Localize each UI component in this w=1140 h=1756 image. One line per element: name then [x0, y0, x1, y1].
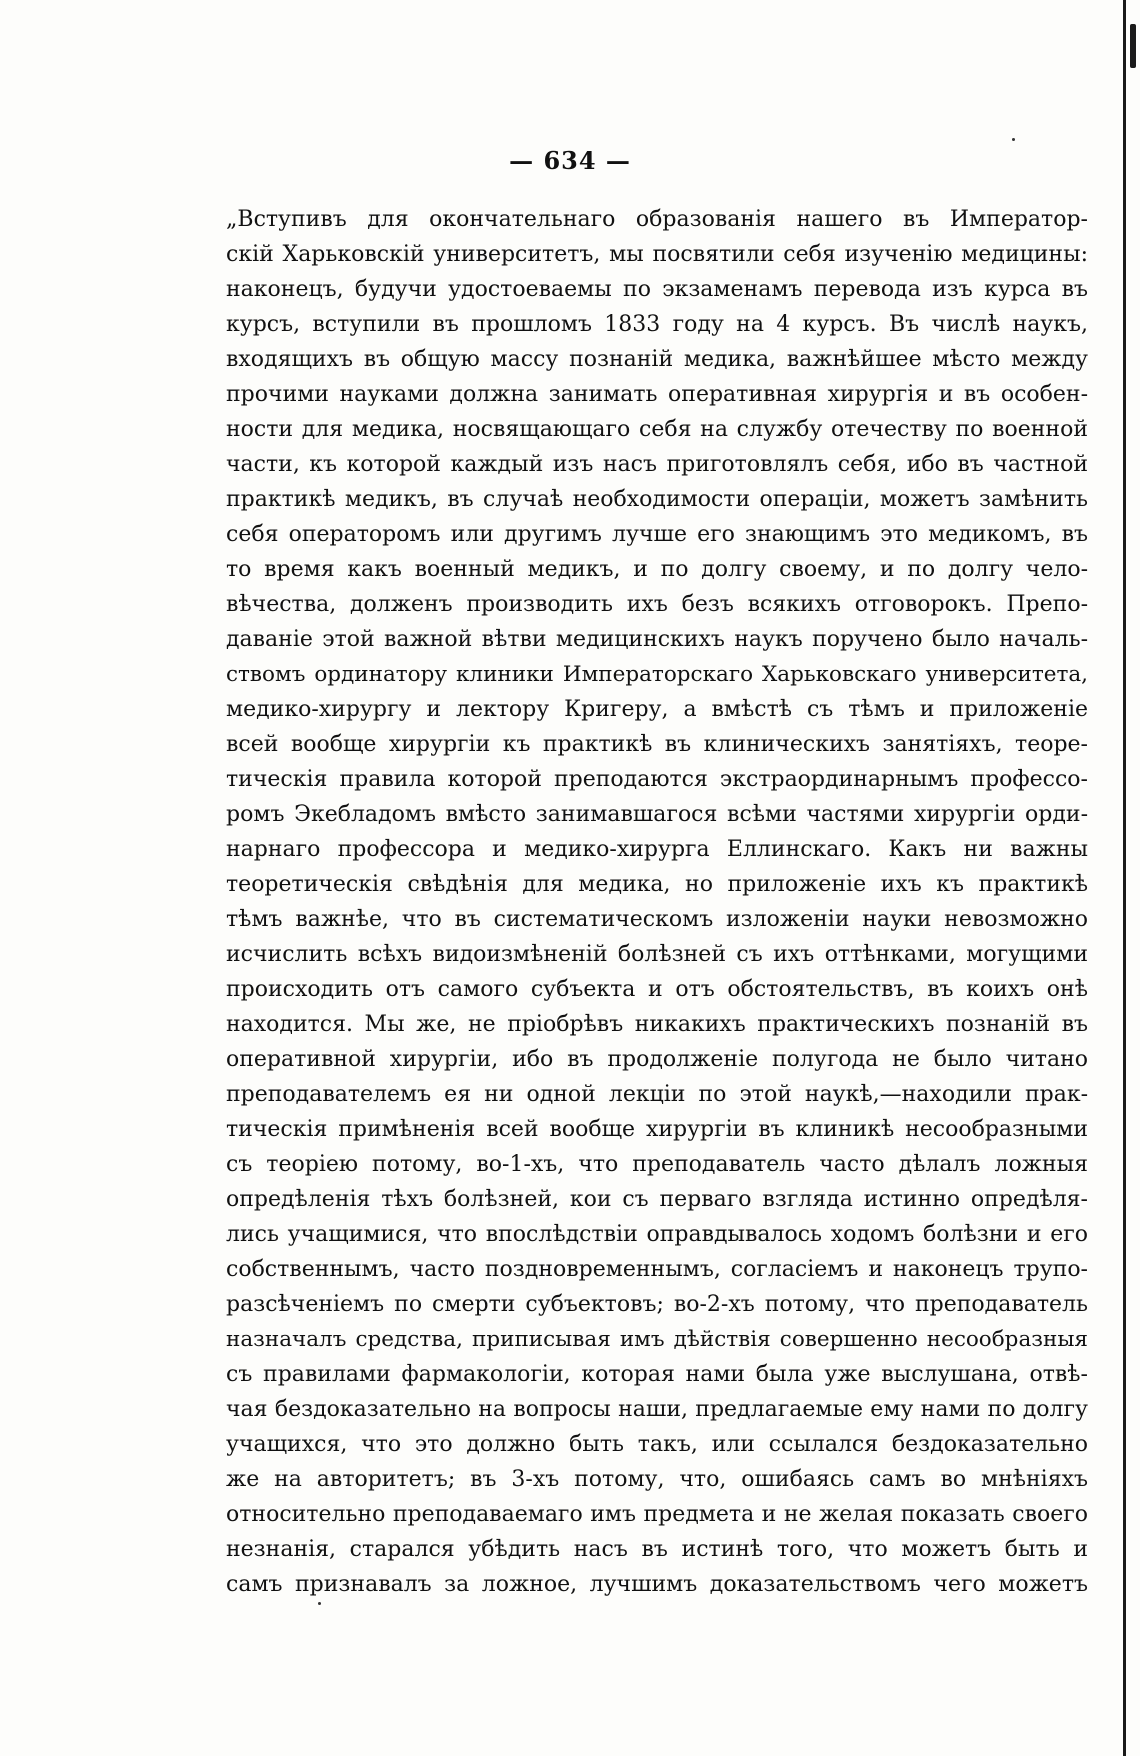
- text-line: тѣмъ важнѣе, что въ систематическомъ изложеніи науки невозможно: [226, 907, 1088, 932]
- text-line: „Вступивъ для окончательнаго образованія нашего въ Император-: [226, 207, 1088, 232]
- text-line: теоретическія свѣдѣнія для медика, но приложеніе ихъ къ практикѣ: [226, 872, 1088, 897]
- text-line: чая бездоказательно на вопросы наши, предлагаемые ему нами по долгу: [226, 1397, 1088, 1422]
- body-text: [226, 202, 1088, 1602]
- text-line: ромъ Экебладомъ вмѣсто занимавшагося всѣми частями хирургіи орди-: [226, 802, 1088, 827]
- text-line: назначалъ средства, приписывая имъ дѣйствія совершенно несообразныя: [226, 1327, 1088, 1352]
- page-edge-mark: [1130, 24, 1136, 68]
- text-line: нарнаго профессора и медико-хирурга Еллинскаго. Какъ ни важны: [226, 837, 1088, 862]
- text-line: лись учащимися, что впослѣдствіи оправдывалось ходомъ болѣзни и его: [226, 1222, 1088, 1247]
- text-line: всей вообще хирургіи къ практикѣ въ клиническихъ занятіяхъ, теоре-: [226, 732, 1088, 757]
- text-line: разсѣченіемъ по смерти субъектовъ; во-2-хъ потому, что преподаватель: [226, 1292, 1088, 1317]
- text-line: курсъ, вступили въ прошломъ 1833 году на 4 курсъ. Въ числѣ наукъ,: [226, 312, 1088, 337]
- page-number: — 634 —: [509, 146, 631, 175]
- text-line: тическія примѣненія всей вообще хирургіи въ клиникѣ несообразными: [226, 1117, 1088, 1142]
- text-line: вѣчества, долженъ производить ихъ безъ всякихъ отговорокъ. Препо-: [226, 592, 1088, 617]
- text-line: съ правилами фармакологіи, которая нами была уже выслушана, отвѣ-: [226, 1362, 1088, 1387]
- text-line: съ теоріею потому, во-1-хъ, что преподаватель часто дѣлалъ ложныя: [226, 1152, 1088, 1177]
- text-line: самъ признавалъ за ложное, лучшимъ доказательствомъ чего можетъ: [226, 1572, 1088, 1597]
- text-line: исчислить всѣхъ видоизмѣненій болѣзней съ ихъ оттѣнками, могущими: [226, 942, 1088, 967]
- text-line: происходить отъ самого субъекта и отъ обстоятельствъ, въ коихъ онѣ: [226, 977, 1088, 1002]
- text-line: себя операторомъ или другимъ лучше его знающимъ это медикомъ, въ: [226, 522, 1088, 547]
- text-line: тическія правила которой преподаются экстраординарнымъ профессо-: [226, 767, 1088, 792]
- text-line: оперативной хирургіи, ибо въ продолженіе полугода не было читано: [226, 1047, 1088, 1072]
- text-line: то время какъ военный медикъ, и по долгу своему, и по долгу чело-: [226, 557, 1088, 582]
- text-line: преподавателемъ ея ни одной лекціи по этой наукѣ,—находили прак-: [226, 1082, 1088, 1107]
- text-line: скій Харьковскій университетъ, мы посвятили себя изученію медицины:: [226, 242, 1088, 267]
- text-line: ствомъ ординатору клиники Императорскаго Харьковскаго университета,: [226, 662, 1088, 687]
- text-line: практикѣ медикъ, въ случаѣ необходимости операціи, можетъ замѣнить: [226, 487, 1088, 512]
- text-line: части, къ которой каждый изъ насъ приготовлялъ себя, ибо въ частной: [226, 452, 1088, 477]
- text-line: прочими науками должна занимать оперативная хирургія и въ особен-: [226, 382, 1088, 407]
- scan-speck: [318, 1602, 321, 1605]
- text-line: даваніе этой важной вѣтви медицинскихъ наукъ поручено было началь-: [226, 627, 1088, 652]
- page-edge-shadow: [1123, 0, 1126, 1756]
- text-line: же на авторитетъ; въ 3-хъ потому, что, ошибаясь самъ во мнѣніяхъ: [226, 1467, 1088, 1492]
- text-line: опредѣленія тѣхъ болѣзней, кои съ перваго взгляда истинно опредѣля-: [226, 1187, 1088, 1212]
- text-line: наконецъ, будучи удостоеваемы по экзаменамъ перевода изъ курса въ: [226, 277, 1088, 302]
- text-line: медико-хирургу и лектору Кригеру, а вмѣстѣ съ тѣмъ и приложеніе: [226, 697, 1088, 722]
- text-line: находится. Мы же, не пріобрѣвъ никакихъ практическихъ познаній въ: [226, 1012, 1088, 1037]
- scan-speck: [1012, 138, 1015, 141]
- text-line: относительно преподаваемаго имъ предмета и не желая показать своего: [226, 1502, 1088, 1527]
- text-line: незнанія, старался убѣдить насъ въ истинѣ того, что можетъ быть и: [226, 1537, 1088, 1562]
- text-line: ности для медика, носвящающаго себя на службу отечеству по военной: [226, 417, 1088, 442]
- text-line: входящихъ въ общую массу познаній медика, важнѣйшее мѣсто между: [226, 347, 1088, 372]
- text-line: собственнымъ, часто поздновременнымъ, согласіемъ и наконецъ трупо-: [226, 1257, 1088, 1282]
- text-line: учащихся, что это должно быть такъ, или ссылался бездоказательно: [226, 1432, 1088, 1457]
